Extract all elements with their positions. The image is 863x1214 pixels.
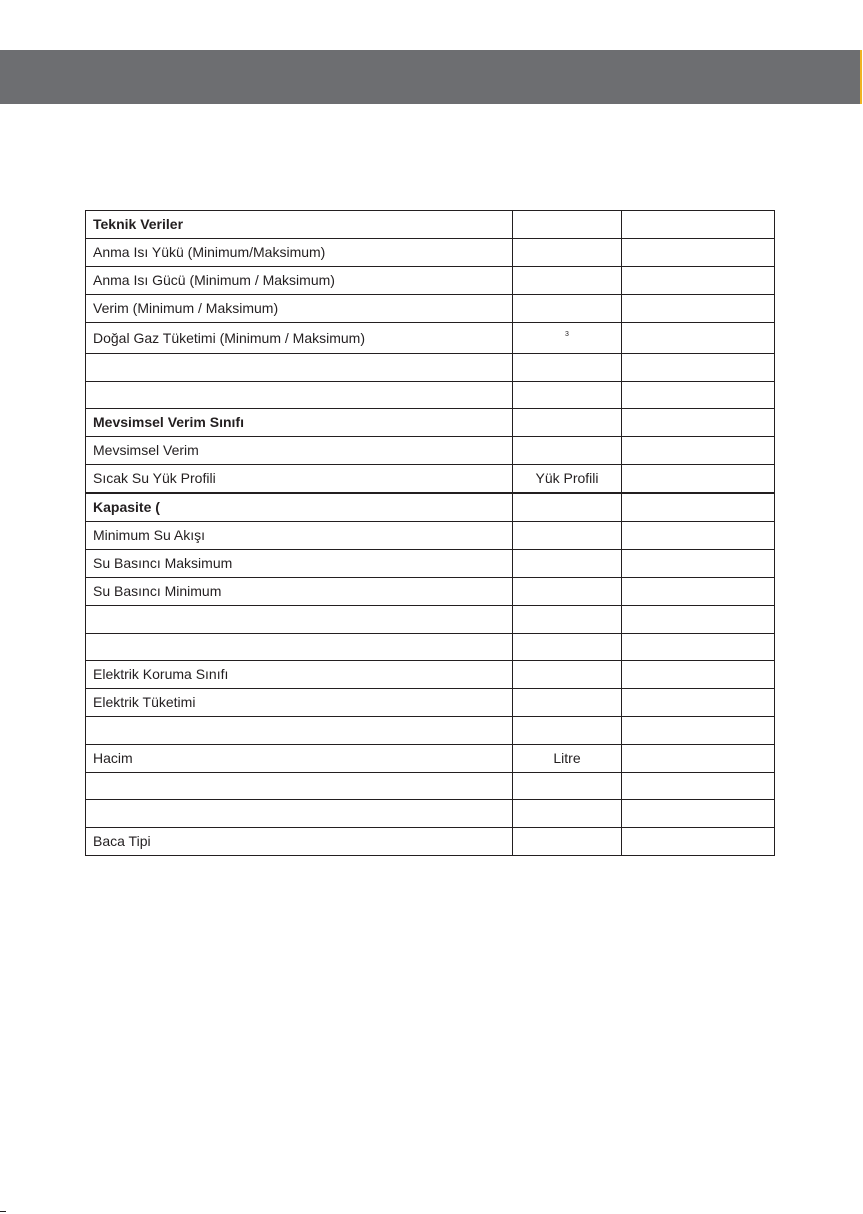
table-row — [86, 323, 775, 354]
row-value — [622, 409, 775, 437]
row-unit — [513, 354, 622, 382]
row-unit — [513, 633, 622, 661]
row-value — [622, 239, 775, 267]
table-row — [86, 689, 775, 717]
corner-mark — [0, 1211, 6, 1212]
row-label — [86, 633, 513, 661]
row-value — [622, 717, 775, 745]
row-unit — [513, 578, 622, 606]
row-value — [622, 381, 775, 409]
row-label: Sıcak Su Yük Profili — [86, 465, 513, 494]
row-unit — [513, 267, 622, 295]
row-label — [86, 772, 513, 800]
row-label: Teknik Veriler — [86, 211, 513, 239]
row-value — [622, 606, 775, 634]
row-unit — [513, 717, 622, 745]
row-label: Anma Isı Gücü (Minimum / Maksimum) — [86, 267, 513, 295]
header-accent-stripe — [860, 50, 862, 104]
row-unit — [513, 493, 622, 522]
row-label — [86, 606, 513, 634]
row-label: Kapasite ( — [86, 493, 513, 522]
row-label — [86, 381, 513, 409]
table-row — [86, 409, 775, 437]
table-row — [86, 295, 775, 323]
technical-data-table — [85, 210, 775, 856]
row-unit — [513, 606, 622, 634]
table-row — [86, 354, 775, 382]
row-value — [622, 522, 775, 550]
table-row — [86, 578, 775, 606]
row-unit — [513, 409, 622, 437]
row-label: Hacim — [86, 744, 513, 772]
table-row — [86, 661, 775, 689]
row-value — [622, 800, 775, 828]
row-unit — [513, 689, 622, 717]
row-label: Elektrik Koruma Sınıfı — [86, 661, 513, 689]
table-row — [86, 381, 775, 409]
row-unit — [513, 323, 622, 354]
table-row — [86, 550, 775, 578]
row-label — [86, 354, 513, 382]
row-label: Mevsimsel Verim Sınıfı — [86, 409, 513, 437]
table-row — [86, 211, 775, 239]
row-label: Doğal Gaz Tüketimi (Minimum / Maksimum) — [86, 323, 513, 354]
row-value — [622, 550, 775, 578]
row-label — [86, 800, 513, 828]
row-unit — [513, 827, 622, 855]
row-unit — [513, 661, 622, 689]
row-value — [622, 437, 775, 465]
row-value — [622, 465, 775, 494]
table-body — [86, 211, 775, 856]
row-unit — [513, 800, 622, 828]
table-row — [86, 717, 775, 745]
table-row — [86, 437, 775, 465]
table-row — [86, 465, 775, 494]
header-bar — [0, 50, 860, 104]
row-value — [622, 772, 775, 800]
row-label: Su Basıncı Minimum — [86, 578, 513, 606]
table-row — [86, 827, 775, 855]
row-label: Baca Tipi — [86, 827, 513, 855]
row-value — [622, 633, 775, 661]
row-value — [622, 689, 775, 717]
row-unit: Litre — [513, 744, 622, 772]
row-value — [622, 744, 775, 772]
row-value — [622, 267, 775, 295]
row-label: Anma Isı Yükü (Minimum/Maksimum) — [86, 239, 513, 267]
row-unit — [513, 772, 622, 800]
row-label: Verim (Minimum / Maksimum) — [86, 295, 513, 323]
unit-superscript: 3 — [565, 331, 569, 338]
table-row — [86, 493, 775, 522]
row-label: Elektrik Tüketimi — [86, 689, 513, 717]
table-row — [86, 772, 775, 800]
table-row — [86, 267, 775, 295]
row-value — [622, 661, 775, 689]
row-label: Su Basıncı Maksimum — [86, 550, 513, 578]
row-value — [622, 295, 775, 323]
row-label — [86, 717, 513, 745]
table-row — [86, 633, 775, 661]
table-row — [86, 744, 775, 772]
table-row — [86, 522, 775, 550]
row-unit — [513, 211, 622, 239]
table-row — [86, 606, 775, 634]
row-value — [622, 354, 775, 382]
row-value — [622, 323, 775, 354]
row-value — [622, 827, 775, 855]
row-unit — [513, 295, 622, 323]
row-unit — [513, 381, 622, 409]
row-unit — [513, 522, 622, 550]
row-label: Minimum Su Akışı — [86, 522, 513, 550]
row-unit — [513, 550, 622, 578]
row-unit — [513, 239, 622, 267]
table-row — [86, 239, 775, 267]
row-unit — [513, 437, 622, 465]
row-label: Mevsimsel Verim — [86, 437, 513, 465]
table-row — [86, 800, 775, 828]
row-value — [622, 211, 775, 239]
row-value — [622, 493, 775, 522]
row-unit: Yük Profili — [513, 465, 622, 494]
row-value — [622, 578, 775, 606]
